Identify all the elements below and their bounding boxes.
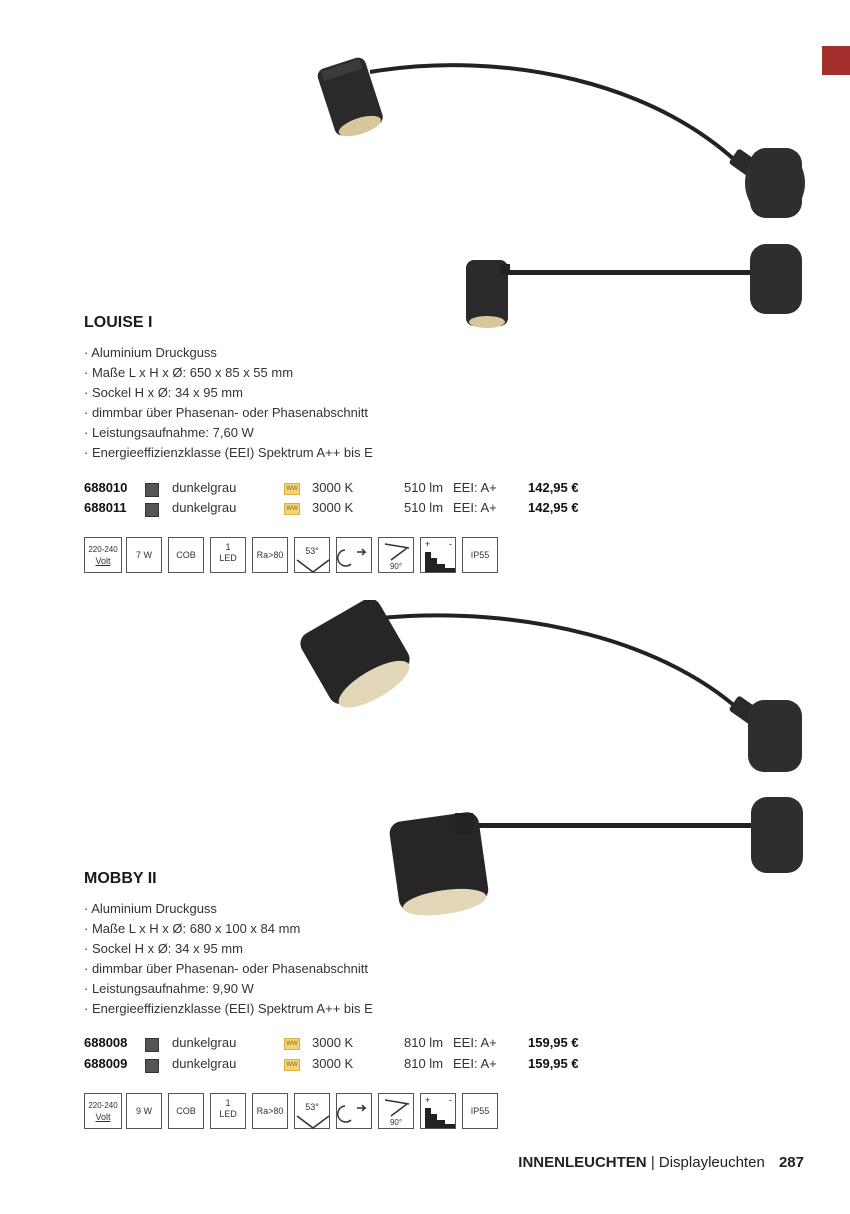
- color-swatch: [145, 1038, 159, 1052]
- price: 159,95 €: [528, 1056, 579, 1071]
- warm-white-badge: WW: [284, 1038, 300, 1050]
- rotate-icon: [336, 1093, 372, 1129]
- feature-item: · Maße L x H x Ø: 680 x 100 x 84 mm: [84, 919, 373, 939]
- warm-white-badge: WW: [284, 1059, 300, 1071]
- color-swatch: [145, 503, 159, 517]
- energy-class: EEI: A+: [453, 500, 497, 515]
- wattage-label: 9 W: [135, 1106, 152, 1116]
- footer-separator: |: [650, 1154, 655, 1171]
- color-swatch: [145, 483, 159, 497]
- mobby-straight-lamp-image: [385, 795, 815, 920]
- feature-item: · Energieeffizienzklasse (EEI) Spektrum A++ bis E: [84, 443, 373, 463]
- product-features: [84, 343, 373, 463]
- lumen: 810 lm: [404, 1035, 444, 1050]
- louise-curved-lamp-image: [300, 40, 820, 230]
- page-footer: [518, 1154, 804, 1171]
- beam-angle-label: 53°: [305, 1102, 319, 1112]
- footer-section: INNENLEUCHTEN: [518, 1154, 647, 1171]
- svg-text:+: +: [425, 1095, 431, 1105]
- voltage-unit: Volt: [95, 556, 111, 566]
- ra-icon: [252, 1093, 288, 1129]
- beam-angle-icon: [294, 537, 330, 573]
- page-number: 287: [778, 1154, 804, 1171]
- tilt-label: 90°: [389, 1118, 403, 1127]
- feature-item: · Aluminium Druckguss: [84, 899, 373, 919]
- variant-row: [84, 1056, 604, 1076]
- color-temperature: 3000 K: [312, 480, 354, 495]
- feature-item: · dimmbar über Phasenan- oder Phasenabschnitt: [84, 403, 373, 423]
- cob-icon: [168, 1093, 204, 1129]
- lumen: 810 lm: [404, 1056, 444, 1071]
- variant-row: [84, 500, 604, 520]
- ra-label: Ra>80: [256, 550, 284, 560]
- tilt-icon: [378, 537, 414, 573]
- led-label: LED: [219, 1109, 237, 1119]
- product-features: [84, 899, 373, 1019]
- feature-item: · Sockel H x Ø: 34 x 95 mm: [84, 383, 373, 403]
- led-label: LED: [219, 553, 237, 563]
- product-title: MOBBY II: [84, 870, 157, 887]
- svg-text:-: -: [449, 1095, 452, 1105]
- color-name: dunkelgrau: [172, 480, 237, 495]
- wattage-label: 7 W: [135, 550, 152, 560]
- warm-white-badge: WW: [284, 483, 300, 495]
- color-temperature: 3000 K: [312, 1035, 354, 1050]
- tilt-label: 90°: [389, 562, 403, 571]
- color-swatch: [145, 1059, 159, 1073]
- svg-text:+: +: [425, 539, 431, 549]
- lumen: 510 lm: [404, 480, 444, 495]
- article-number: 688010: [84, 480, 128, 495]
- mobby-curved-lamp-image: [300, 600, 820, 790]
- feature-item: · Sockel H x Ø: 34 x 95 mm: [84, 939, 373, 959]
- lumen: 510 lm: [404, 500, 444, 515]
- louise-straight-lamp-image: [460, 242, 820, 334]
- article-number: 688008: [84, 1035, 128, 1050]
- cob-label: COB: [176, 1106, 196, 1116]
- voltage-icon: [84, 1093, 122, 1129]
- color-name: dunkelgrau: [172, 1056, 237, 1071]
- color-temperature: 3000 K: [312, 500, 354, 515]
- voltage-icon: [84, 537, 122, 573]
- led-count: 1: [225, 542, 231, 552]
- product-title: LOUISE I: [84, 314, 153, 331]
- rotate-icon: [336, 537, 372, 573]
- price: 142,95 €: [528, 480, 579, 495]
- voltage-range: 220-240: [88, 1101, 118, 1110]
- wattage-icon: [126, 537, 162, 573]
- feature-item: · Leistungsaufnahme: 9,90 W: [84, 979, 373, 999]
- feature-item: · dimmbar über Phasenan- oder Phasenabschnitt: [84, 959, 373, 979]
- feature-item: · Energieeffizienzklasse (EEI) Spektrum A++ bis E: [84, 999, 373, 1019]
- beam-angle-label: 53°: [305, 546, 319, 556]
- color-name: dunkelgrau: [172, 500, 237, 515]
- cob-label: COB: [176, 550, 196, 560]
- tilt-icon: [378, 1093, 414, 1129]
- energy-class: EEI: A+: [453, 1035, 497, 1050]
- voltage-unit: Volt: [95, 1112, 111, 1122]
- voltage-range: 220-240: [88, 545, 118, 554]
- cob-icon: [168, 537, 204, 573]
- variant-row: [84, 1035, 604, 1055]
- feature-item: · Leistungsaufnahme: 7,60 W: [84, 423, 373, 443]
- footer-category: Displayleuchten: [658, 1154, 765, 1171]
- svg-text:-: -: [449, 539, 452, 549]
- feature-item: · Maße L x H x Ø: 650 x 85 x 55 mm: [84, 363, 373, 383]
- energy-class: EEI: A+: [453, 480, 497, 495]
- article-number: 688009: [84, 1056, 128, 1071]
- dimmable-icon: [420, 537, 456, 573]
- ra-label: Ra>80: [256, 1106, 284, 1116]
- ip-label: IP55: [470, 550, 490, 560]
- ip-label: IP55: [470, 1106, 490, 1116]
- ip-rating-icon: [462, 537, 498, 573]
- variant-row: [84, 480, 604, 500]
- led-icon: [210, 537, 246, 573]
- color-temperature: 3000 K: [312, 1056, 354, 1071]
- color-name: dunkelgrau: [172, 1035, 237, 1050]
- price: 159,95 €: [528, 1035, 579, 1050]
- chapter-tab: [822, 46, 850, 75]
- feature-item: · Aluminium Druckguss: [84, 343, 373, 363]
- ra-icon: [252, 537, 288, 573]
- article-number: 688011: [84, 500, 127, 515]
- led-icon: [210, 1093, 246, 1129]
- price: 142,95 €: [528, 500, 579, 515]
- energy-class: EEI: A+: [453, 1056, 497, 1071]
- ip-rating-icon: [462, 1093, 498, 1129]
- wattage-icon: [126, 1093, 162, 1129]
- dimmable-icon: [420, 1093, 456, 1129]
- beam-angle-icon: [294, 1093, 330, 1129]
- warm-white-badge: WW: [284, 503, 300, 515]
- led-count: 1: [225, 1098, 231, 1108]
